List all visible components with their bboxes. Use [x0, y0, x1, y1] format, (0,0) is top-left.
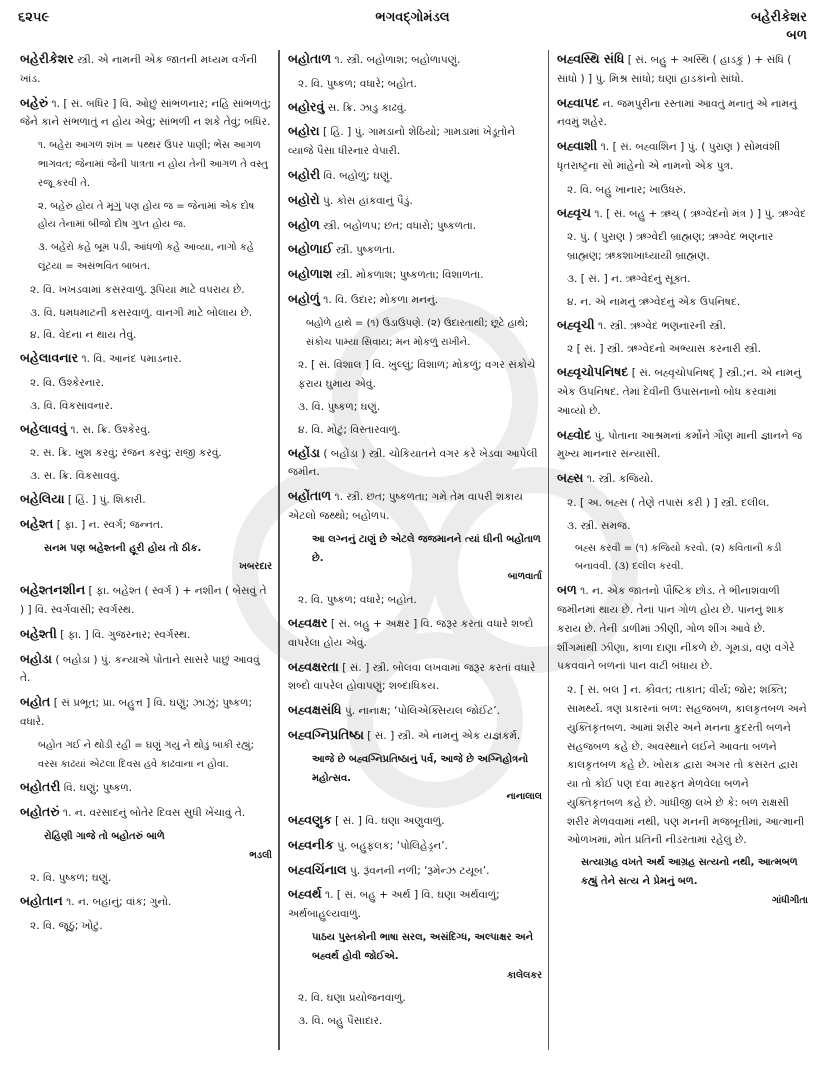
definition-text: ૧. સ્ત્રી. છત; પુષ્કળતા; ગમે તેમ વાપરી શકાય એટલો જથ્થો; બહોળપ.: [288, 491, 523, 522]
definition-text: ( બહોડા ) પું. કન્યાએ પોતાને સાસરે પાછું આવવું તે.: [20, 653, 260, 685]
definition-text: ૧. [ સં. બહુ + અર્થ ] વિ. ઘણા અર્થવાળું; અર્થબાહુલ્યવાળું.: [288, 889, 500, 921]
definition-text: ૧. [ સં. બહ્વાશિન ] પું. ( પુરાણ ) સોમવંશી ધૃતરાષ્ટ્રના સો માંહેનો એ નામનો એક પુત્ર.: [557, 141, 781, 172]
sub-sense: ૪. વિ. મોટું; વિસ્તારવાળું.: [298, 423, 401, 436]
dictionary-entry: [288, 265, 542, 285]
definition-text: ( બહોંડા ) સ્ત્રી. ચોકિયાતને વગર કરે ખેડવા આપેલી જમીન.: [288, 447, 538, 479]
definition-text: [ હિં. ] પું. ગામડાનો શેઠિયો; ગામડામાં ખેડૂતોને વ્યાજે પૈસા ધીરનાર વેપારી.: [288, 126, 516, 158]
headword: બહેશ્તી: [20, 625, 57, 641]
dictionary-entry: [20, 693, 272, 732]
dictionary-entry: [20, 803, 272, 823]
sub-sense: ૨. વિ. પુષ્કળ; વધારે; બહોત.: [298, 594, 417, 607]
definition-text: ૧. સ્ત્રી. બહોળાશ; બહોળાપણું.: [334, 54, 461, 66]
definition-text: [ ફા. બહેશ્ત ( સ્વર્ગ ) + નશીન ( બેસવું તે ) ] વિ. સ્વર્ગવાસી; સ્વર્ગસ્થ.: [20, 585, 267, 616]
dictionary-entry: [557, 137, 808, 176]
dictionary-entry: [288, 50, 542, 70]
dictionary-entry: [288, 487, 542, 526]
definition-text: [ સં. બહુ + અક્ષર ] વિ. જરૂર કરતાં વધારે શબ્દો વાપરેલા હોય એવું.: [288, 617, 534, 649]
sub-sense: ૨ [ સં. ] સ્ત્રી. ઋગ્વેદનો અભ્યાસ કરનારી સ્ત્રી.: [567, 343, 762, 356]
definition-text: પું. બહુફલક; ‘પોલિહેડ્રન’.: [337, 839, 448, 852]
dictionary-entry: [557, 204, 808, 224]
dictionary-entry: [288, 658, 542, 697]
sub-sense: ૩. સ્ત્રી. સમજ.: [567, 519, 631, 532]
definition-text: ૧. ન. વરસાદનું બોતેર દિવસ સુધી ખેંચાવું તે.: [62, 807, 246, 820]
sub-sense: ૨. વિ. ઉશ્કેરનાર.: [30, 376, 105, 389]
citation-quote: [581, 854, 808, 910]
definition-text: પું. પોતાના આશ્રમનાં કર્મોને ગૌણ માની જ્ઞાનને જ મુખ્ય માનનાર સંન્યાસી.: [557, 429, 803, 461]
headword: બહ્વૃચ: [557, 204, 591, 220]
dictionary-entry: [20, 490, 272, 510]
dictionary-entry: [557, 94, 808, 133]
definition-text: પું. કોસ હાંકવાનું પૈડું.: [323, 194, 413, 207]
citation-quote: [44, 540, 272, 578]
quote-text: આ લગ્નનું ટાણું છે એટલે જજમાનને ત્યાં ઘીની બહોંતાળ છે.: [312, 533, 541, 564]
idiom-example: બહ્સ કરવી = (૧) કજિયો કરવો. (૨) કવિતાની કડી બનાવવી. (૩) દલીલ કરવી.: [575, 542, 782, 573]
dictionary-entry: [557, 426, 808, 465]
page-number: ૬૨૫૯: [18, 10, 50, 25]
headword: બહ્વૃચી: [557, 316, 595, 332]
definition-text: [ સં. બહ્વૃચોપનિષદ્ ] સ્ત્રી.;ન. એ નામનું એક ઉપનિષદ. તેમાં દેવીની ઉપાસનાનો બોધ કરવામાં આવ્યો છે.: [557, 367, 802, 417]
sub-sense: ૩. [ સં. ] ન. ઋગ્વેદનું સૂક્ત.: [567, 272, 691, 285]
book-title: ભગવદ્ગોમંડલ: [375, 10, 450, 25]
quote-source: નાનાલાલ: [506, 791, 542, 803]
headword: બહોંતાળ: [288, 488, 332, 504]
idiom-example: ૨. બહેરું હોય તે મૂંગું પણ હોય જ = જેનામાં એક દોષ હોય તેનામાં બીજો દોષ ગુપ્ત હોય જ.: [38, 200, 255, 231]
sub-sense: ૨. વિ. ઘણા પ્રયોજનવાળું.: [298, 992, 406, 1005]
headword: બહેલિયા: [20, 490, 65, 506]
headword: બહોંડા: [288, 444, 320, 460]
definition-text: [ હિં. ] પું. શિકારી.: [67, 493, 146, 506]
headword: બહેરું: [20, 94, 49, 110]
headword: બહ્વગ્નિપ્રતિષ્ઠા: [288, 726, 364, 742]
sub-sense: ૨. વિ. ખખડવામાં કસરવાળું. રૂપિયા માટે વપરાય છે.: [30, 283, 245, 296]
quote-text: આજે છે બહ્વગ્નિપ્રતિષ્ઠાનું પર્વ, આજે છે અગ્નિહોત્રનો મહોત્સવ.: [312, 753, 529, 784]
definition-text: ૧. વિ. આનંદ પમાડનાર.: [81, 353, 182, 366]
definition-text: [ સં. બહુ + અસ્થિ ( હાડકું ) + સંધિ ( સાંધો ) ] પું. મિશ્ર સાંધો; ઘણાં હાડકાંનો સાંધો.: [557, 54, 792, 85]
definition-text: [ સં. ] વિ. ઘણા અણુવાળું.: [335, 815, 445, 828]
sub-sense: ૨. [ સં. વિશાલ ] વિ. ખુલ્લું; વિશાળ; મોકળું; વગર સંકોચે ફરાય ઘુમાય એવું.: [298, 359, 536, 391]
headword: બહોળું: [288, 290, 320, 306]
sub-sense: ૨. [ અ. બહ્સ ( તેણે તપાસ કરી ) ] સ્ત્રી. દલીલ.: [567, 496, 770, 509]
definition-text: [ સં. ] સ્ત્રી. બોલવા લખવામાં જરૂર કરતાં વધારે શબ્દો વાપરેલ હોવાપણું; શબ્દાધિકય.: [288, 661, 536, 693]
headword: બહેરીકેશર: [20, 51, 74, 66]
quote-source: કાલેલકર: [506, 969, 542, 981]
dictionary-entry: [557, 469, 808, 489]
headword: બહોળ: [288, 216, 320, 232]
idiom-example: ૧. બહેરા આગળ શંખ = પથ્થર ઉપર પાણી; ભેંસ આગળ ભાગવત; જેનામાં જેની પાત્રતા ન હોય તેની આગળ તે વસ્તુ રજૂ કરવી તે.: [38, 140, 268, 189]
definition-text: પું. રૂંવનની નળી; ‘રૂમેન્ઝ ટયૂબ’.: [350, 864, 490, 877]
dictionary-entry: [20, 650, 272, 689]
headword: બહોત: [20, 694, 51, 710]
definition-text: [ ફા. ] વિ. ગુજરનાર; સ્વર્ગસ્થ.: [60, 628, 191, 641]
definition-text: ૧. વિ. ઉદાર; મોકળા મનનું.: [323, 293, 439, 306]
definition-text: ૧. સ્ત્રી. કજિયો.: [586, 473, 654, 486]
idiom-example: બહોત ગઈ ને થોડી રહી = ઘણું ગયું ને થોડું બાકી રહ્યું; વરસ કાઢયાં એટલા દિવસ હવે કાઢવાના ન હોવા.: [38, 739, 254, 770]
definition-text: ૧. ન. એક જાતનો પૌષ્ટિક છોડ. તે ભીનાશવાળી જમીનમાં થાય છે. તેનાં પાન ગોળ હોય છે. પાનનું શાક કરાય છે. તેની ડાળીમાં ઝીણી, ગોળ શીંગ આવે છે. શીંગમાંથી ઝીણા, કાળા દાણા નીકળે છે. ગૂમડાં, વણ વગેરે પકવવાને બળનાં પાન વાટી બંધાય છે.: [557, 585, 795, 673]
headword: બહ્વૃચોપનિષદ: [557, 364, 629, 380]
sub-sense: ૨. વિ. બહુ ખાનાર; ખાઉધરું.: [567, 183, 687, 196]
citation-quote: [44, 828, 272, 866]
dictionary-entry: [557, 316, 808, 336]
headword: બહ્વક્ષર: [288, 614, 328, 630]
sub-sense: ૨. સ. ક્રિ. ખુશ કરવું; રંજન કરવું; રાજી કરવું.: [30, 447, 222, 460]
dictionary-entry: [288, 614, 542, 653]
headword: બહ્વચિંનાલ: [288, 861, 347, 877]
dictionary-entry: [288, 191, 542, 211]
headword: બહેલાવવું: [20, 420, 68, 436]
column-3: [549, 50, 814, 1080]
citation-quote: [312, 929, 542, 985]
dictionary-entry: [288, 885, 542, 924]
dictionary-entry: [288, 726, 542, 746]
column-1: [14, 50, 279, 1050]
definition-text: [ સં પ્રભૂત; પ્રા. બહુત્ત ] વિ. ઘણું; ઝાઝું; પુષ્કળ; વધારે.: [20, 697, 253, 728]
headword: બહેલાવનાર: [20, 350, 79, 366]
headword: બહેશ્ત: [20, 515, 54, 531]
dictionary-entry: [557, 581, 808, 676]
sub-sense: ૩. સ. ક્રિ. વિકસાવવું.: [30, 470, 120, 483]
dictionary-entry: [20, 420, 272, 440]
definition-text: સ. ક્રિ. ઝાડુ કાઢવું.: [327, 101, 407, 114]
dictionary-entry: [20, 625, 272, 645]
dictionary-entry: [20, 50, 272, 89]
definition-text: [ સં. ] સ્ત્રી. એ નામનું એક યજ્ઞકર્મ.: [367, 729, 521, 742]
sub-sense: ૪. ન. એ નામનું ઋગ્વેદનું એક ઉપનિષદ.: [567, 295, 741, 308]
definition-text: ૧. સ્ત્રી. ઋગ્વેદ ભણનારની સ્ત્રી.: [597, 319, 727, 332]
dictionary-entry: [288, 216, 542, 236]
headword: બહ્વર્થ: [288, 886, 322, 902]
dictionary-entry: [20, 349, 272, 369]
definition-text: ૧. સ. ક્રિ. ઉશ્કેરવું.: [70, 423, 151, 436]
headword: બહ્વાશી: [557, 138, 598, 154]
idiom-example: બહોળે હાથે = (૧) ઉડાઉપણે. (૨) ઉદારતાથી; છૂટે હાથે; સંકોચ પામ્યા સિવાય; મન મોકળું રાખીને.: [306, 317, 529, 348]
headword: બહોરો: [288, 191, 320, 207]
sub-sense: ૨. વિ. પુષ્કળ; વધારે; બહોત.: [298, 77, 417, 90]
dictionary-entry: [20, 778, 272, 798]
quote-text: સત્યાગ્રહ વખતે અર્થ આગ્રહ સત્યનો નથી, આત્મબળ કહ્યું તેને સત્ય ને પ્રેમનું બળ.: [581, 857, 798, 888]
headword: બહ્વક્ષસંધિ: [288, 702, 342, 718]
dictionary-entry: [288, 290, 542, 310]
dictionary-entry: [288, 240, 542, 260]
quote-source: બાળવાર્તા: [507, 571, 542, 583]
headword: બહોળાઈ: [288, 241, 333, 257]
headword: બહોરી: [288, 166, 321, 182]
dictionary-entry: [288, 861, 542, 881]
headword: બહ્વસ્થિ સંધિ: [557, 51, 625, 66]
headword: બહોરા: [288, 123, 320, 139]
quote-text: સનમ પણ બહેશ્તની હૂરી હોય તો ઠીક.: [44, 542, 202, 554]
dictionary-columns: [14, 50, 814, 1080]
definition-text: વિ. બહોળું; ઘણું.: [323, 169, 393, 182]
dictionary-entry: [20, 581, 272, 620]
dictionary-entry: [557, 50, 808, 89]
idiom-example: ૩. બહેરો કહે બૂમ પડી, આંધળો કહે આવ્યા, નાગો કહે લૂંટયા = અસંભવિત બાબત.: [38, 242, 254, 272]
headword: બહ્વનીક: [288, 836, 334, 852]
definition-text: વિ. ઘણું; પુષ્કળ.: [63, 782, 133, 795]
definition-text: ૧. [ સં. બધિર ] વિ. ઓછું સાંભળનાર; નહિ સાંભળતું; જેને કાને સંભળાતું ન હોય એવું; સાંભળી ન શકે તેવું; બધિર.: [20, 97, 272, 129]
dictionary-entry: [288, 444, 542, 483]
headword: બહ્વાપદ: [557, 94, 600, 110]
quote-source: ખબરદાર: [239, 561, 272, 573]
dictionary-entry: [20, 94, 272, 133]
quote-source: ગાંધીગીતા: [772, 894, 808, 906]
definition-text: સ્ત્રી. બહોળપ; છત; વધારો; પુષ્કળતા.: [323, 219, 477, 232]
headword: બહ્વોદ: [557, 426, 592, 442]
citation-quote: [312, 751, 542, 807]
sub-sense: ૩. વિ. ધમધમાટની કસરવાળું. વાનગી માટે બોલાય છે.: [30, 306, 253, 319]
dictionary-entry: [288, 122, 542, 161]
headword: બળ: [557, 582, 577, 598]
sub-sense: ૨. વિ. જૂઠું; ખોટું.: [30, 920, 103, 933]
sub-sense: ૨. [ સં. બલ ] ન. કૌવત; તાકાત; વીર્ય; જોર; શક્તિ; સામર્થ્ય. ત્રણ પ્રકારનાં બળ: સહજબળ, કાલકૃતબળ અને યુક્તિકૃતબળ. આમાં શરીર અને મનના કુદરતી બળને સહજબળ કહે છે. અવસ્થાને લઈને આવતા બળને કાલકૃતબળ કહે છે. ખોરાક દ્વારા અગર તો કસરત દ્વારા યા તો કોઈ પણ દવા મારફત મેળવેલા બળને યુક્તિકૃતબળ કહે છે. ગાંધીજી લખે છે કે: બળ રાક્ષસી શરીર મેળવવામાં નથી, પણ મનની મજબૂતીમાં, આત્માની ઓળખમાં, મોત પ્રતિની નીડરતામાં રહેલું છે.: [567, 684, 807, 847]
dictionary-entry: [288, 166, 542, 186]
quote-text: રોહિણી ગાજે તો બહોતરું બાળે: [44, 830, 165, 842]
sub-sense: ૩. વિ. પુષ્કળ; ઘણું.: [298, 400, 381, 413]
definition-text: સ્ત્રી. મોકળાશ; પુષ્કળતા; વિશાળતા.: [335, 269, 484, 282]
dictionary-entry: [288, 98, 542, 118]
page-header: [0, 0, 825, 50]
headword: બહ્વણુક: [288, 812, 332, 828]
sub-sense: ૨. પું. ( પુરાણ ) ઋગ્વેદી બ્રાહ્મણ; ઋગ્વેદ ભણનાર બ્રાહ્મણ; ઋકશાખાધ્યાયી બ્રાહ્મણ.: [567, 231, 774, 263]
headword: બહોતરી: [20, 779, 61, 795]
sub-sense: ૨. વિ. પુષ્કળ; ઘણું.: [30, 872, 112, 885]
dictionary-entry: [288, 811, 542, 831]
guide-word-last: બળ: [786, 28, 807, 43]
headword: બહોરવું: [288, 98, 325, 114]
dictionary-entry: [557, 363, 808, 420]
definition-text: ૧. ન. બહાનું; વાંક; ગુનો.: [66, 896, 172, 909]
headword: બહોડા: [20, 650, 52, 666]
definition-text: [ ફા. ] ન. સ્વર્ગ; જન્નત.: [56, 518, 164, 531]
definition-text: ૧. [ સં. બહુ + ઋચ્ ( ઋગ્વેદનો મંત્ર ) ] પું. ઋગ્વેદ: [594, 207, 807, 220]
sub-sense: ૪. વિ. વેદના ન થાય તેવું.: [30, 329, 137, 342]
definition-text: પું. નાનાક્ષ; ‘પોલિએક્સિયલ જોઈંટ’.: [344, 705, 501, 718]
quote-text: પાઠય પુસ્તકોની ભાષા સરલ, અસંદિગ્ધ, અલ્પાક્ષર અને બહ્વર્થ હોવી જોઈએ.: [312, 932, 534, 962]
guide-word-first: બહેરીકેશર: [750, 10, 807, 25]
headword: બહ્વક્ષરતા: [288, 658, 339, 674]
dictionary-entry: [288, 701, 542, 721]
dictionary-entry: [288, 836, 542, 856]
dictionary-entry: [20, 515, 272, 535]
quote-source: ભડલી: [249, 849, 272, 861]
dictionary-entry: [20, 892, 272, 912]
citation-quote: [312, 531, 542, 587]
definition-text: ન. જમપુરીના રસ્તામાં આવતું મનાતું એ નામનું નવમું શહેર.: [557, 97, 797, 129]
definition-text: સ્ત્રી. પુષ્કળતા.: [335, 244, 396, 257]
headword: બહોતરું: [20, 804, 60, 820]
headword: બહોતાન: [20, 893, 63, 909]
headword: બહેશ્તનશીન: [20, 582, 86, 598]
headword: બહોતાળ: [288, 51, 332, 66]
definition-text: સ્ત્રી. એ નામની એક જાતની મધ્યમ વર્ગની ખાંડ.: [20, 54, 258, 85]
sub-sense: ૩. વિ. વિકસાવનાર.: [30, 399, 114, 412]
headword: બહોળાશ: [288, 266, 333, 282]
column-2: [279, 50, 549, 1050]
headword: બહ્સ: [557, 470, 584, 486]
sub-sense: ૩. વિ. બહુ પૈસાદાર.: [298, 1015, 383, 1028]
